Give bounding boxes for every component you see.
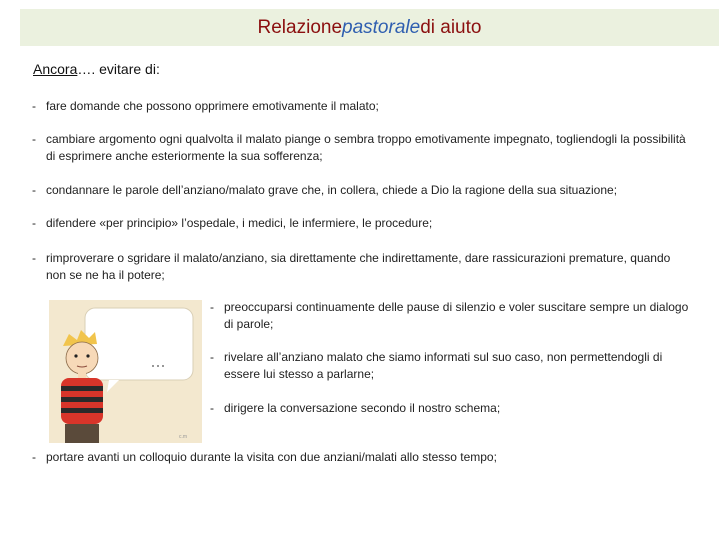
bullet-text: rivelare all’anziano malato che siamo informati sul suo caso, non permettendogli di essere lui stesso a parlarne; [224, 350, 663, 381]
bullet-dash: - [32, 450, 36, 464]
bullet-dash: - [32, 132, 36, 146]
bullet-dash: - [210, 300, 214, 314]
subtitle-rest: …. evitare di: [77, 61, 160, 77]
bullet-item [210, 400, 696, 417]
bullet-item [32, 182, 692, 199]
slide-subtitle [33, 61, 160, 77]
bullet-text: rimproverare o sgridare il malato/anziano, sia direttamente che indirettamente, dare rassicurazioni premature, quando non se ne ha il potere; [46, 251, 671, 282]
slide-title [20, 9, 719, 46]
bullet-dash: - [210, 350, 214, 364]
boy-speech-bubble-illustration [49, 300, 202, 443]
bullet-item [210, 349, 696, 383]
bullet-dash: - [32, 251, 36, 265]
title-part-3: di aiuto [420, 16, 482, 38]
bullet-text: condannare le parole dell’anziano/malato grave che, in collera, chiede a Dio la ragione della sua situazione; [46, 183, 618, 197]
title-accent: pastorale [342, 16, 421, 38]
bullet-text: preoccuparsi continuamente delle pause di silenzio e voler suscitare sempre un dialogo di parole; [224, 300, 689, 331]
bullet-dash: - [32, 183, 36, 197]
bullet-text: fare domande che possono opprimere emotivamente il malato; [46, 99, 379, 113]
bullet-text: portare avanti un colloquio durante la visita con due anziani/malati allo stesso tempo; [46, 450, 497, 464]
bullet-item [210, 299, 696, 333]
bullet-item [32, 250, 692, 284]
subtitle-underlined: Ancora [33, 61, 78, 77]
bullet-item [32, 449, 692, 466]
bullet-item [32, 98, 692, 115]
boy-illustration-icon [49, 300, 202, 443]
bullet-text: difendere «per principio» l’ospedale, i medici, le infermiere, le procedure; [46, 216, 433, 230]
svg-text:c.m: c.m [179, 434, 188, 440]
bullet-item [32, 215, 692, 232]
bullet-dash: - [32, 216, 36, 230]
bullet-text: dirigere la conversazione secondo il nostro schema; [224, 401, 501, 415]
title-part-1: Relazione [257, 16, 343, 38]
bullet-dash: - [32, 99, 36, 113]
bullet-text: cambiare argomento ogni qualvolta il malato piange o sembra troppo emotivamente impegnato, togliendogli la possibilità di esprimere anche esteriormente la sua sofferenza; [46, 132, 686, 163]
bullet-item [32, 131, 692, 165]
bullet-dash: - [210, 401, 214, 415]
